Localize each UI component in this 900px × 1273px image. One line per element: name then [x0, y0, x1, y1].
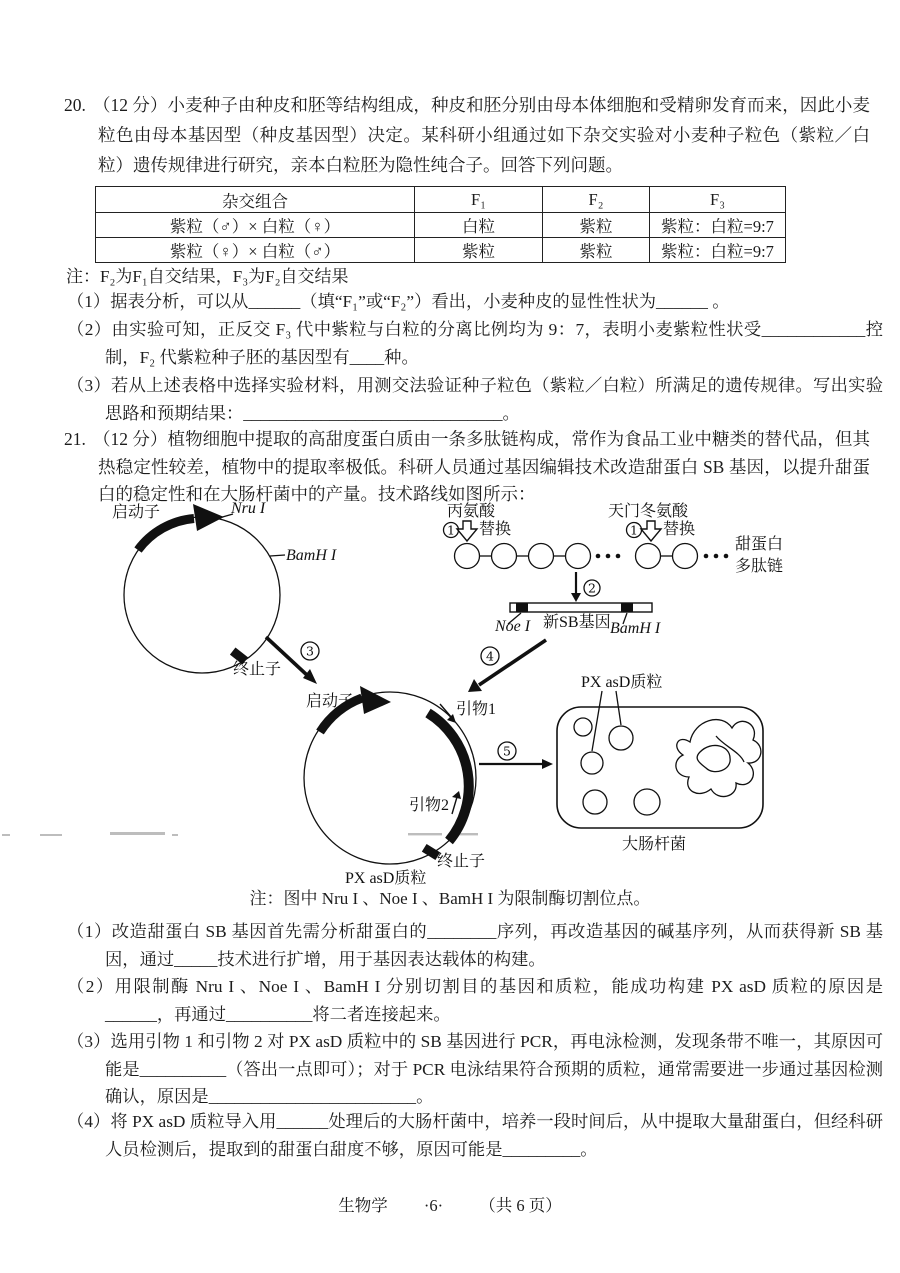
ecoli-nucleoid: [676, 720, 761, 797]
primer2-arrow: [452, 797, 457, 814]
noe1-label: Noe I: [495, 618, 531, 635]
nru1-label: Nru I: [231, 500, 266, 517]
plasmid2-name-label: PX asD质粒: [345, 870, 427, 887]
step5-arrowhead: [542, 759, 553, 769]
q21-item-1: （1）改造甜蛋白 SB 基因首先需分析甜蛋白的________序列，再改造基因的碱基序列，从而获得新 SB 基因，通过_____技术进行扩增，用于基因表达载体的构建。: [67, 922, 883, 969]
table-header-row: [96, 187, 786, 213]
ecoli-membrane: [557, 707, 763, 828]
gene-engineering-diagram: [0, 500, 900, 892]
page-footer: [0, 1192, 900, 1216]
terminator2-label: 终止子: [437, 853, 486, 870]
q20-intro-paragraph: [64, 90, 870, 180]
q21-number: 21.: [64, 429, 86, 449]
cross-table: [95, 186, 786, 263]
table-cell-cross-2: 紫粒（♀）× 白粒（♂）: [96, 238, 415, 263]
q20-intro-text: （12 分）小麦种子由种皮和胚等结构组成，种皮和胚分别由母本体细胞和受精卵发育而来，因此小麦粒色由母本基因型（种皮基因型）决定。某科研小组通过如下杂交实验对小麦种子粒色（紫粒／白粒）遗传规律进行研究，亲本白粒胚为隐性纯合子。回答下列问题。: [92, 95, 870, 175]
ecoli-plasmid-pointer-1: [592, 691, 602, 751]
scan-artifact: [2, 832, 478, 836]
new-sb-gene-bar: [510, 603, 652, 612]
table-row: [96, 213, 786, 238]
footer-total-pages: （共 6 页）: [479, 1196, 562, 1215]
q20-note: 注：F₂为F₁自交结果，F₃为F₂自交结果: [66, 267, 349, 286]
table-cell-f2-2: 紫粒: [543, 238, 650, 263]
replace-arrow-right: [641, 521, 661, 541]
primer1-arrow: [440, 704, 452, 718]
step1-badge-left: [444, 523, 459, 538]
svg-text:1: 1: [630, 522, 638, 538]
terminator1-label: 终止子: [233, 661, 282, 678]
table-header-f2: F₂: [543, 187, 650, 213]
bamh2-label: BamH I: [610, 620, 661, 637]
bamh1-label: BamH I: [286, 547, 337, 564]
q20-item-2: （2）由实验可知，正反交 F₃ 代中紫粒与白粒的分离比例均为 9：7，表明小麦紫粒性状受____________控制，F₂ 代紫粒种子胚的基因型有____种。: [67, 320, 883, 367]
ecoli-label: 大肠杆菌: [622, 836, 687, 853]
ecoli-nucleoid-inner: [697, 736, 744, 772]
q20-item-3: （3）若从上述表格中选择实验材料，用测交法验证种子粒色（紫粒／白粒）所满足的遗传规律。写出实验思路和预期结果：______________________________。: [67, 376, 883, 423]
step2-badge: [584, 580, 600, 596]
sweet-protein-label-line1: 甜蛋白: [735, 536, 784, 553]
sweet-protein-label-line2: 多肽链: [735, 558, 784, 575]
peptide-chain: [455, 544, 729, 569]
footer-page-number: ·6·: [423, 1196, 444, 1215]
step3-badge: [301, 642, 319, 660]
svg-text:4: 4: [486, 648, 494, 664]
replace-label-left: 替换: [479, 521, 512, 538]
table-row: [96, 238, 786, 263]
table-cell-f1-1: 白粒: [415, 213, 543, 238]
svg-text:1: 1: [447, 522, 455, 538]
plasmid1-promoter-label: 启动子: [112, 504, 161, 521]
table-header-f3: F₃: [650, 187, 786, 213]
replace-label-right: 替换: [663, 521, 696, 538]
primer2-label: 引物2: [409, 797, 450, 814]
step4-badge: [481, 647, 499, 665]
diagram-note: 注：图中 Nru I 、Noe I 、BamH I 为限制酶切割位点。: [249, 889, 651, 908]
table-header-f1: F₁: [415, 187, 543, 213]
q21-intro-text: （12 分）植物细胞中提取的高甜度蛋白质由一条多肽链构成，常作为食品工业中糖类的替代品，但其热稳定性较差，植物中的提取率极低。科研人员通过基因编辑技术改造甜蛋白 SB 基因，以提升甜蛋白的稳定性和在大肠杆菌中的产量。技术路线如图所示：: [92, 429, 870, 504]
promoter2-arrowhead: [360, 686, 391, 714]
step5-badge: [498, 742, 516, 760]
ecoli-plasmid-label: PX asD质粒: [581, 674, 663, 691]
plasmid2-promoter-label: 启动子: [306, 693, 355, 710]
primer2-arrowhead: [452, 791, 461, 799]
q21-intro-paragraph: [64, 426, 870, 509]
footer-subject: 生物学: [338, 1196, 388, 1215]
q21-item-2: （2）用限制酶 Nru I 、Noe I 、BamH I 分别切割目的基因和质粒，能成功构建 PX asD 质粒的原因是______，再通过__________将二者连接起来。: [67, 977, 883, 1024]
alanine-label: 丙氨酸: [447, 503, 496, 520]
svg-text:2: 2: [588, 580, 596, 596]
primer1-label: 引物1: [456, 701, 497, 718]
step1-badge-right: [627, 523, 642, 538]
aspartate-label: 天门冬氨酸: [608, 503, 689, 520]
table-cell-f3-2: 紫粒：白粒=9:7: [650, 238, 786, 263]
new-gene-label: 新SB基因: [543, 614, 611, 631]
q20-number: 20.: [64, 95, 86, 115]
promoter1-arrow-arc: [138, 519, 194, 551]
svg-text:5: 5: [503, 743, 511, 759]
table-header-cross: 杂交组合: [96, 187, 415, 213]
table-cell-cross-1: 紫粒（♂）× 白粒（♀）: [96, 213, 415, 238]
table-cell-f3-1: 紫粒：白粒=9:7: [650, 213, 786, 238]
step2-arrowhead: [571, 593, 581, 602]
bamh1-leader-line: [270, 555, 285, 556]
svg-text:3: 3: [306, 643, 314, 659]
table-cell-f1-2: 紫粒: [415, 238, 543, 263]
ecoli-plasmid-pointer-2: [616, 691, 621, 725]
table-cell-f2-1: 紫粒: [543, 213, 650, 238]
q21-item-4: （4）将 PX asD 质粒导入用______处理后的大肠杆菌中，培养一段时间后，从中提取大量甜蛋白，但经科研人员检测后，提取到的甜蛋白甜度不够，原因可能是_________。: [67, 1112, 883, 1159]
ecoli-plasmids: [574, 718, 660, 815]
q20-item-1: （1）据表分析，可以从______（填“F₁”或“F₂”）看出，小麦种皮的显性性状为______ 。: [67, 292, 730, 311]
replace-arrow-left: [457, 521, 477, 541]
q21-item-3: （3）选用引物 1 和引物 2 对 PX asD 质粒中的 SB 基因进行 PCR，再电泳检测，发现条带不唯一，其原因可能是__________（答出一点即可）；对于 PCR 电泳结果符合预期的质粒，通常需要进一步通过基因检测确认，原因是________________________。: [67, 1032, 883, 1106]
